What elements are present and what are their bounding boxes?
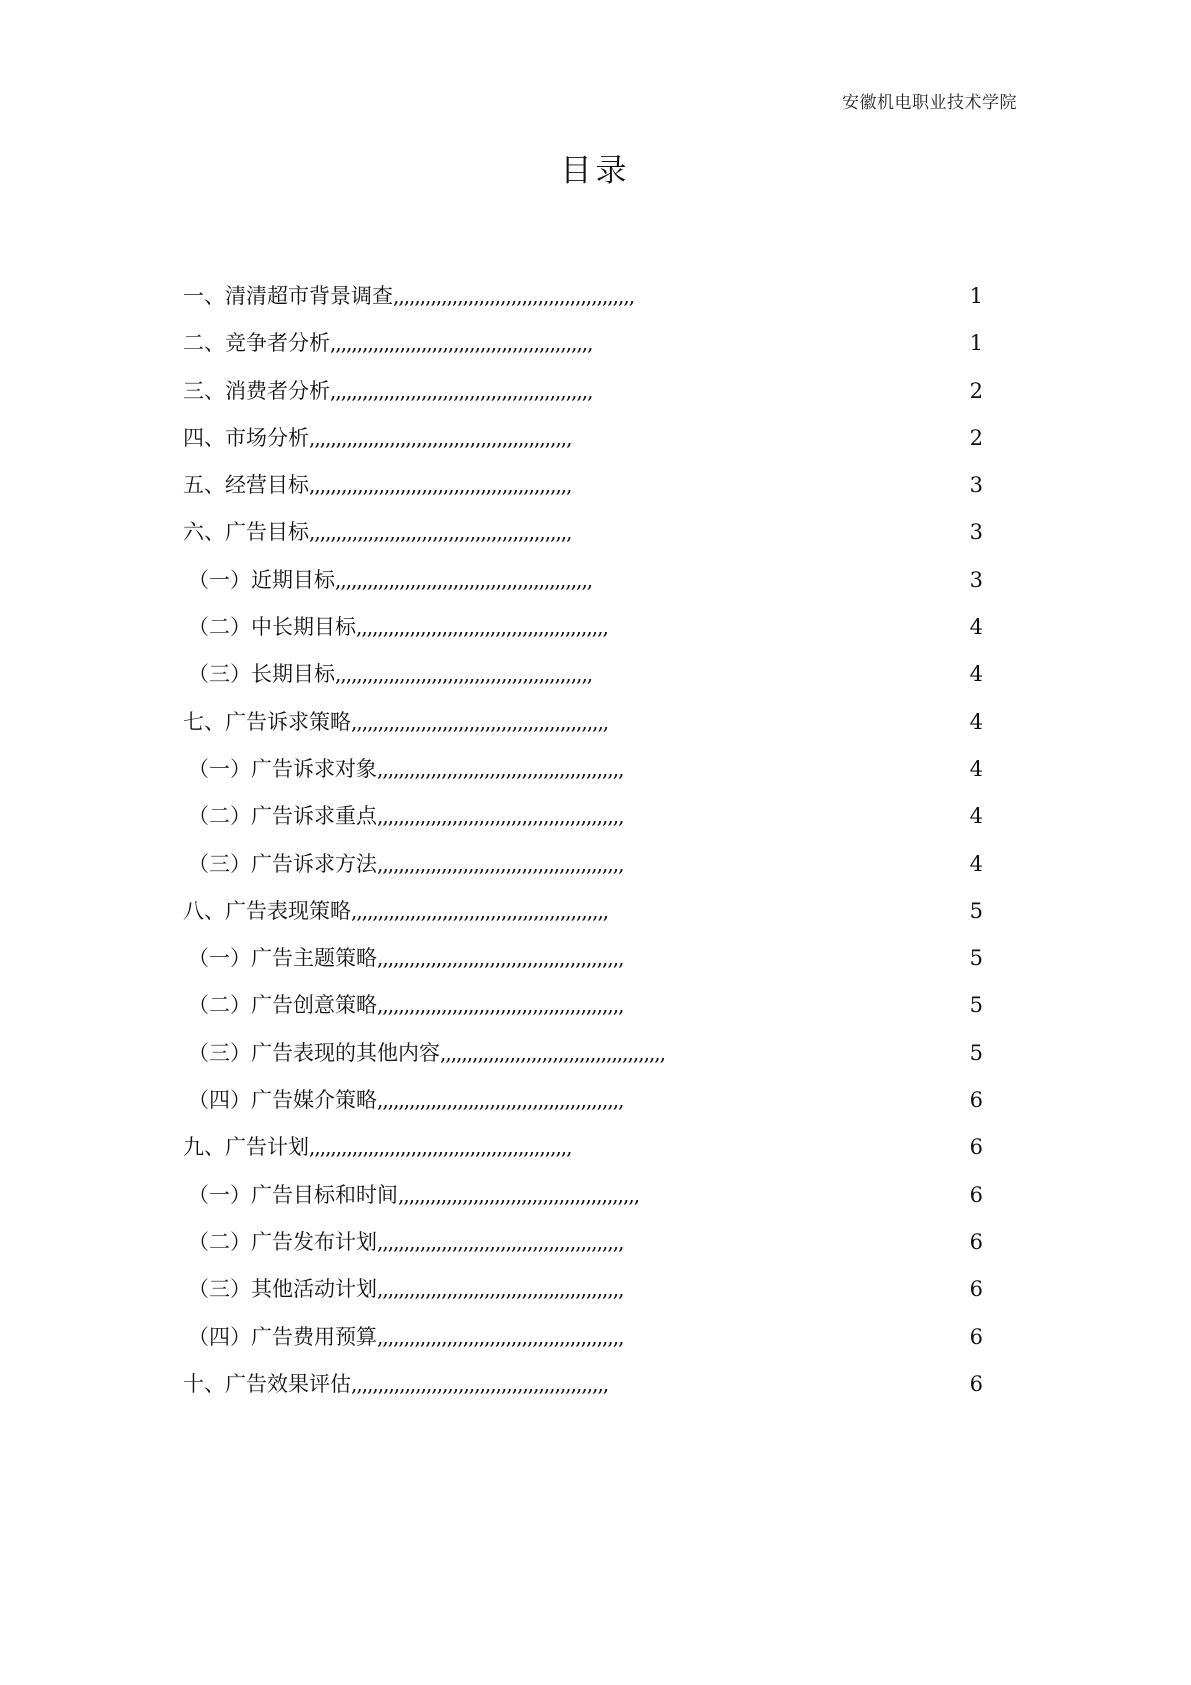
toc-entry-page-number: 5 — [969, 1040, 983, 1065]
toc-entry-label: （三）长期目标 — [188, 662, 335, 687]
toc-entry-leader: ,,,,,,,,,,,,,,,,,,,,,,,,,,,,,,,,,,,,,,,,,,,,,, — [377, 756, 624, 781]
toc-entry-text — [188, 935, 623, 982]
toc-entry-text — [188, 1030, 665, 1077]
toc-entry-text — [188, 1266, 623, 1313]
toc-entry[interactable] — [183, 746, 983, 793]
toc-entry-label: （四）广告费用预算 — [188, 1324, 377, 1349]
toc-entry-page-number: 5 — [969, 946, 983, 971]
toc-entry[interactable] — [183, 557, 983, 604]
toc-entry-label: （二）广告创意策略 — [188, 993, 377, 1018]
toc-entry[interactable] — [183, 1314, 983, 1361]
toc-entry-leader: ,,,,,,,,,,,,,,,,,,,,,,,,,,,,,,,,,,,,,,,,,,,,,, — [377, 1277, 624, 1302]
toc-entry-label: （一）近期目标 — [188, 567, 335, 592]
toc-entry-leader: ,,,,,,,,,,,,,,,,,,,,,,,,,,,,,,,,,,,,,,,,,,,,,, — [377, 993, 624, 1018]
toc-entry-text — [188, 604, 608, 651]
toc-entry-leader: ,,,,,,,,,,,,,,,,,,,,,,,,,,,,,,,,,,,,,,,,,,,,,,,,, — [309, 520, 572, 545]
toc-entry-page-number: 6 — [969, 1135, 983, 1160]
toc-entry-label: （一）广告诉求对象 — [188, 756, 377, 781]
toc-entry-leader: ,,,,,,,,,,,,,,,,,,,,,,,,,,,,,,,,,,,,,,,,,,,,,,,,, — [330, 331, 593, 356]
toc-entry[interactable] — [183, 1030, 983, 1077]
toc-entry-leader: ,,,,,,,,,,,,,,,,,,,,,,,,,,,,,,,,,,,,,,,,,,,,,,,,, — [309, 1135, 572, 1160]
toc-entry-leader: ,,,,,,,,,,,,,,,,,,,,,,,,,,,,,,,,,,,,,,,,,,,,,, — [377, 1229, 624, 1254]
toc-entry[interactable] — [183, 1124, 983, 1171]
toc-entry-label: （三）广告表现的其他内容 — [188, 1040, 440, 1065]
toc-entry-leader: ,,,,,,,,,,,,,,,,,,,,,,,,,,,,,,,,,,,,,,,,,,,,,, — [377, 804, 624, 829]
toc-entry-leader: ,,,,,,,,,,,,,,,,,,,,,,,,,,,,,,,,,,,,,,,,,,,,,,,,, — [309, 425, 572, 450]
toc-entry-text — [183, 415, 572, 462]
page-title: 目录 — [560, 153, 631, 189]
toc-entry-leader: ,,,,,,,,,,,,,,,,,,,,,,,,,,,,,,,,,,,,,,,,,,,,,, — [377, 946, 624, 971]
toc-entry-page-number: 4 — [969, 851, 983, 876]
toc-entry-text — [188, 1314, 623, 1361]
toc-entry-page-number: 4 — [969, 756, 983, 781]
toc-entry-page-number: 1 — [969, 284, 983, 308]
toc-entry-text — [183, 320, 593, 367]
toc-entry-page-number: 3 — [969, 520, 983, 545]
toc-entry-leader: ,,,,,,,,,,,,,,,,,,,,,,,,,,,,,,,,,,,,,,,,,,,,,,, — [356, 615, 608, 640]
toc-entry-text — [188, 651, 592, 698]
toc-entry-label: 一、清清超市背景调查 — [183, 284, 393, 308]
toc-entry-text — [188, 793, 623, 840]
toc-entry[interactable] — [183, 888, 983, 935]
toc-entry-page-number: 6 — [969, 1371, 983, 1396]
toc-entry-label: 六、广告目标 — [183, 520, 309, 545]
toc-entry-text — [188, 1219, 623, 1266]
toc-entry-label: 四、市场分析 — [183, 425, 309, 450]
toc-entry[interactable] — [183, 1219, 983, 1266]
toc-entry-text — [188, 557, 592, 604]
toc-entry[interactable] — [183, 1266, 983, 1313]
toc-entry[interactable] — [183, 935, 983, 982]
toc-entry[interactable] — [183, 509, 983, 556]
toc-entry[interactable] — [183, 1077, 983, 1124]
toc-entry-label: （三）其他活动计划 — [188, 1277, 377, 1302]
toc-entry-leader: ,,,,,,,,,,,,,,,,,,,,,,,,,,,,,,,,,,,,,,,,,,,,,, — [377, 851, 624, 876]
toc-entry-label: 五、经营目标 — [183, 473, 309, 498]
toc-entry-text — [183, 699, 608, 746]
toc-entry-label: （一）广告目标和时间 — [188, 1182, 398, 1207]
toc-entry-text — [183, 462, 572, 509]
toc-entry-label: 八、广告表现策略 — [183, 898, 351, 923]
toc-entry-leader: ,,,,,,,,,,,,,,,,,,,,,,,,,,,,,,,,,,,,,,,,,,,,,,,, — [351, 898, 609, 923]
toc-entry-leader: ,,,,,,,,,,,,,,,,,,,,,,,,,,,,,,,,,,,,,,,,,,,,, — [398, 1182, 640, 1207]
toc-entry-label: （四）广告媒介策略 — [188, 1088, 377, 1113]
toc-entry-page-number: 4 — [969, 662, 983, 687]
toc-entry-label: 三、消费者分析 — [183, 378, 330, 403]
toc-entry-page-number: 5 — [969, 993, 983, 1018]
toc-entry-label: （二）中长期目标 — [188, 615, 356, 640]
toc-entry-text — [183, 1124, 572, 1171]
toc-entry-page-number: 5 — [969, 898, 983, 923]
toc-entry[interactable] — [183, 320, 983, 367]
toc-entry-text — [188, 746, 623, 793]
toc-entry-text — [188, 982, 623, 1029]
toc-entry-leader: ,,,,,,,,,,,,,,,,,,,,,,,,,,,,,,,,,,,,,,,,,,,,,,,, — [335, 567, 593, 592]
toc-entry-page-number: 2 — [969, 425, 983, 450]
toc-entry[interactable] — [183, 462, 983, 509]
toc-entry-page-number: 6 — [969, 1182, 983, 1207]
toc-entry-page-number: 1 — [969, 331, 983, 356]
toc-entry-text — [183, 1361, 608, 1408]
toc-entry[interactable] — [183, 415, 983, 462]
toc-entry-label: 九、广告计划 — [183, 1135, 309, 1160]
toc-entry-page-number: 6 — [969, 1277, 983, 1302]
toc-entry-label: （一）广告主题策略 — [188, 946, 377, 971]
toc-entry-page-number: 4 — [969, 615, 983, 640]
toc-entry-page-number: 2 — [969, 378, 983, 403]
toc-entry[interactable] — [183, 651, 983, 698]
toc-entry[interactable] — [183, 982, 983, 1029]
toc-entry[interactable] — [183, 793, 983, 840]
toc-entry-text — [188, 841, 623, 888]
toc-entry-page-number: 6 — [969, 1088, 983, 1113]
toc-entry-page-number: 6 — [969, 1324, 983, 1349]
toc-entry-label: （二）广告发布计划 — [188, 1229, 377, 1254]
toc-entry-leader: ,,,,,,,,,,,,,,,,,,,,,,,,,,,,,,,,,,,,,,,,,,,,,,,, — [351, 709, 609, 734]
toc-entry[interactable] — [183, 841, 983, 888]
page-header-institution: 安徽机电职业技术学院 — [842, 93, 1017, 113]
toc-entry-leader: ,,,,,,,,,,,,,,,,,,,,,,,,,,,,,,,,,,,,,,,,,,,,,, — [377, 1088, 624, 1113]
toc-entry-text — [183, 368, 593, 415]
toc-entry[interactable] — [183, 1361, 983, 1408]
toc-entry-text — [188, 1077, 623, 1124]
toc-entry-leader: ,,,,,,,,,,,,,,,,,,,,,,,,,,,,,,,,,,,,,,,,,,,,,, — [377, 1324, 624, 1349]
toc-entry-text — [188, 1172, 639, 1219]
toc-entry-leader: ,,,,,,,,,,,,,,,,,,,,,,,,,,,,,,,,,,,,,,,,,,,,, — [393, 284, 635, 308]
toc-entry-leader: ,,,,,,,,,,,,,,,,,,,,,,,,,,,,,,,,,,,,,,,,,,,,,,,, — [351, 1371, 609, 1396]
toc-entry-text — [183, 888, 608, 935]
toc-entry-page-number: 3 — [969, 473, 983, 498]
toc-entry-leader: ,,,,,,,,,,,,,,,,,,,,,,,,,,,,,,,,,,,,,,,,,, — [440, 1040, 666, 1065]
toc-entry[interactable] — [183, 604, 983, 651]
toc-entry-leader: ,,,,,,,,,,,,,,,,,,,,,,,,,,,,,,,,,,,,,,,,,,,,,,,, — [335, 662, 593, 687]
toc-entry-page-number: 4 — [969, 709, 983, 734]
toc-entry-leader: ,,,,,,,,,,,,,,,,,,,,,,,,,,,,,,,,,,,,,,,,,,,,,,,,, — [330, 378, 593, 403]
toc-entry[interactable] — [183, 1172, 983, 1219]
table-of-contents — [183, 273, 983, 1408]
toc-entry-page-number: 4 — [969, 804, 983, 829]
toc-entry-page-number: 6 — [969, 1229, 983, 1254]
toc-entry-label: 七、广告诉求策略 — [183, 709, 351, 734]
toc-entry-label: 十、广告效果评估 — [183, 1371, 351, 1396]
toc-entry-text — [183, 273, 634, 320]
toc-entry-text — [183, 509, 572, 556]
toc-entry[interactable] — [183, 699, 983, 746]
toc-entry[interactable] — [183, 273, 983, 320]
toc-entry[interactable] — [183, 368, 983, 415]
toc-entry-leader: ,,,,,,,,,,,,,,,,,,,,,,,,,,,,,,,,,,,,,,,,,,,,,,,,, — [309, 473, 572, 498]
toc-entry-label: （二）广告诉求重点 — [188, 804, 377, 829]
toc-entry-label: （三）广告诉求方法 — [188, 851, 377, 876]
toc-entry-label: 二、竞争者分析 — [183, 331, 330, 356]
toc-entry-page-number: 3 — [969, 567, 983, 592]
